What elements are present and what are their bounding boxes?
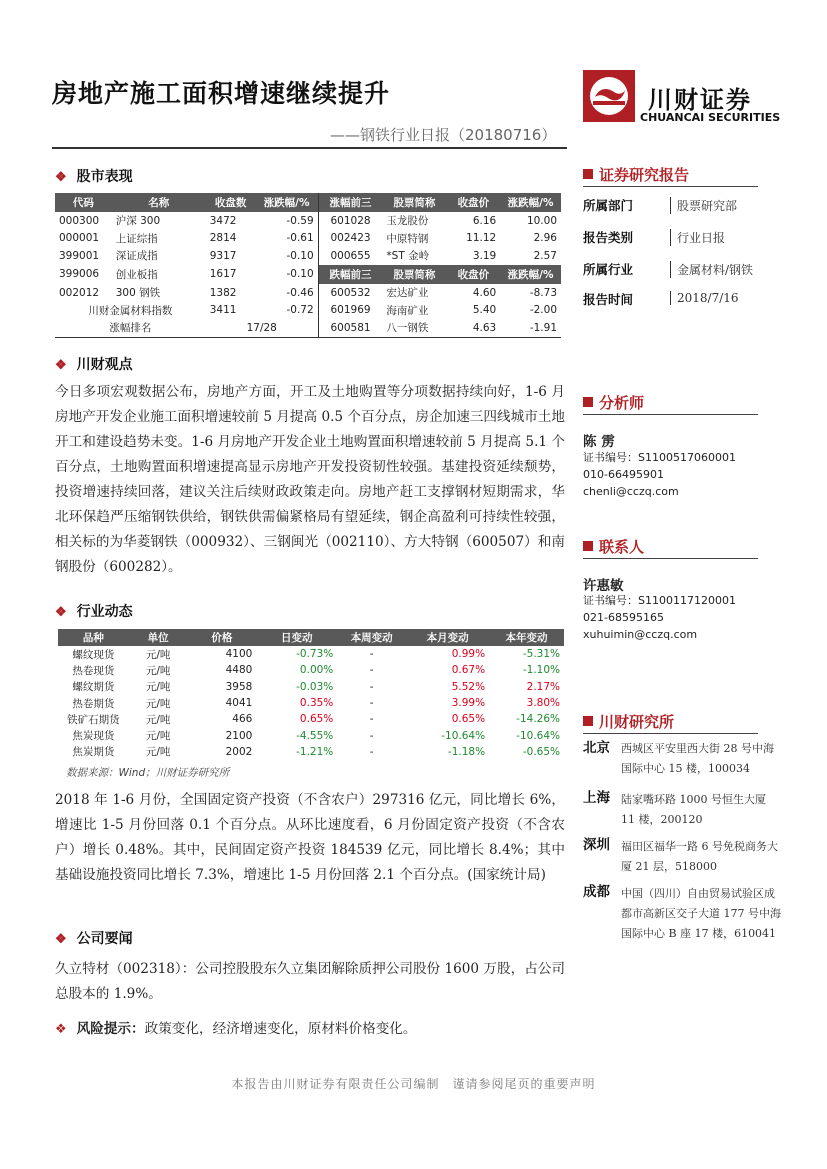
page-title: 房地产施工面积增速继续提升 — [52, 79, 391, 108]
col-header: 本周变动 — [337, 629, 406, 646]
cell: *ST 金岭 — [386, 250, 430, 263]
industry-paragraph: 2018 年 1-6 月份，全国固定资产投资（不含农户）297316 亿元，同比增长 6%，增速比 1-5 月份回落 0.1 个百分点。从环比速度看，6 月份固定资产投资（不含农户）增长 0.48%。其中，民间固定资产投资 184539 亿元，同比增长 8.4%；其中基础设施投资同比增长 7.3%，增速比 1-5 月份回落 2.1 个百分点。(国家统计局) — [55, 792, 565, 883]
table-row — [55, 230, 561, 248]
company-logo — [583, 70, 635, 122]
contact-email[interactable]: xuhuimin@cczq.com — [583, 628, 698, 641]
cell: 螺纹期货 — [72, 681, 115, 694]
col-header: 涨跌幅/% — [256, 193, 319, 212]
cell: 600581 — [318, 319, 382, 337]
table-row — [55, 212, 561, 230]
table-row — [55, 284, 561, 302]
table-row — [58, 679, 564, 695]
divider — [583, 733, 758, 734]
cell: 0.67% — [451, 664, 486, 677]
col-header: 名称 — [112, 193, 206, 212]
cell: 1617 — [209, 268, 237, 281]
cell: 601969 — [330, 304, 371, 317]
table-row — [55, 301, 561, 319]
cell: 3.19 — [472, 249, 497, 262]
info-label: 所属行业 — [583, 262, 634, 277]
cell: -2.00 — [529, 304, 557, 317]
cell: 3.99% — [451, 697, 486, 710]
cell: -0.10 — [256, 247, 319, 265]
info-value: 股票研究部 — [670, 197, 737, 214]
cell: 元/吨 — [145, 713, 171, 726]
table-row — [58, 662, 564, 678]
cell: 深证成指 — [115, 250, 158, 263]
section-heading: 股市表现 — [76, 169, 133, 185]
cell: 元/吨 — [145, 697, 171, 710]
rank-label: 涨幅排名 — [55, 319, 206, 337]
col-header: 价格 — [188, 629, 257, 646]
market-table — [55, 193, 561, 338]
office-city: 成都 — [583, 884, 610, 900]
industry-table-body — [58, 646, 564, 760]
office-address: 陆家嘴环路 1000 号恒生大厦 11 楼，200120 — [621, 793, 766, 826]
table-row — [55, 247, 561, 265]
cell: -0.73% — [296, 648, 334, 661]
cell: -1.21% — [296, 745, 334, 758]
col-header: 单位 — [129, 629, 188, 646]
cell: 600532 — [330, 286, 371, 299]
cell: -4.55% — [296, 729, 334, 742]
office-address: 福田区福华一路 6 号免税商务大厦 21 层，518000 — [621, 840, 778, 873]
col-header: 本年变动 — [489, 629, 564, 646]
cell: -8.73 — [529, 286, 557, 299]
section-company — [55, 928, 133, 948]
col-header: 本月变动 — [406, 629, 489, 646]
cell: -10.64% — [441, 729, 486, 742]
cell: 2814 — [209, 232, 237, 245]
cell: 上证综指 — [115, 232, 158, 245]
cell: 海南矿业 — [386, 304, 429, 317]
office-city: 北京 — [583, 740, 610, 756]
contact-cert: 证书编号：S1100117120001 — [583, 594, 736, 607]
cell: 5.40 — [472, 304, 497, 317]
cell: -0.10 — [256, 265, 319, 284]
diamond-icon: ❖ — [55, 358, 67, 373]
col-header: 收盘价 — [446, 193, 500, 212]
col-header: 收盘价 — [446, 265, 500, 284]
section-view — [55, 354, 133, 374]
col-header: 收盘数 — [206, 193, 256, 212]
analyst-cert: 证书编号：S1100517060001 — [583, 451, 736, 464]
square-icon — [583, 169, 593, 179]
cell: 3411 — [209, 304, 237, 317]
table-row — [58, 727, 564, 743]
sidebar-contact-heading — [583, 536, 644, 557]
divider — [583, 558, 758, 559]
cell: 4041 — [225, 697, 253, 710]
col-header: 日变动 — [256, 629, 337, 646]
table-header-row — [55, 193, 561, 212]
cell: 10.00 — [526, 214, 557, 227]
col-header: 代码 — [55, 193, 112, 212]
cell: 002012 — [59, 286, 100, 299]
diamond-icon: ❖ — [55, 932, 67, 947]
sidebar-institute-heading — [583, 711, 674, 732]
risk-line — [55, 1017, 417, 1037]
col-header: 股票简称 — [382, 193, 446, 212]
cell: 创业板指 — [115, 268, 158, 281]
square-icon — [583, 397, 593, 407]
cell: 焦炭期货 — [72, 746, 115, 759]
company-paragraph: 久立特材（002318）：公司控股股东久立集团解除质押公司股份 1600 万股，占公司总股本的 1.9%。 — [55, 961, 565, 1002]
industry-table — [58, 629, 564, 760]
cell: 元/吨 — [145, 664, 171, 677]
cell: 11.12 — [466, 232, 497, 245]
cell: -0.46 — [256, 284, 319, 302]
col-header: 跌幅前三 — [318, 265, 382, 284]
col-header: 涨跌幅/% — [500, 265, 561, 284]
cell: -0.65% — [522, 745, 560, 758]
cell: 热卷期货 — [72, 697, 115, 710]
table-header-row — [58, 629, 564, 646]
cell: 3472 — [209, 214, 237, 227]
cell: 601028 — [330, 214, 371, 227]
cell: - — [369, 697, 374, 710]
table-row — [58, 695, 564, 711]
cell: 元/吨 — [145, 730, 171, 743]
diamond-icon: ❖ — [55, 1022, 67, 1037]
cell: -0.72 — [256, 301, 319, 319]
cell: 2.96 — [533, 232, 557, 245]
cell: 八一钢铁 — [382, 319, 446, 337]
diamond-icon: ❖ — [55, 170, 67, 185]
cell: 2.17% — [526, 680, 560, 693]
heading-text: 分析师 — [599, 394, 645, 412]
col-header: 涨幅前三 — [318, 193, 382, 212]
cell: 0.65% — [299, 713, 334, 726]
cell: - — [369, 729, 374, 742]
cell: 399006 — [59, 268, 100, 281]
sidebar-report-heading — [583, 164, 689, 185]
office-address: 中国（四川）自由贸易试验区成都市高新区交子大道 177 号中海国际中心 B 座 17 楼，610041 — [621, 887, 781, 940]
col-header: 涨跌幅/% — [500, 193, 561, 212]
page-subtitle: ——钢铁行业日报（20180716） — [330, 126, 557, 144]
info-value: 行业日报 — [670, 229, 725, 246]
info-value: 2018/7/16 — [670, 291, 739, 305]
cell: 000655 — [330, 249, 371, 262]
cell: 0.35% — [299, 697, 334, 710]
cell: 元/吨 — [145, 681, 171, 694]
cell: 0.00% — [299, 664, 334, 677]
office-city: 深圳 — [583, 837, 610, 853]
cell: 4.63 — [446, 319, 500, 337]
cell: 热卷现货 — [72, 664, 115, 677]
cell: - — [369, 648, 374, 661]
square-icon — [583, 716, 593, 726]
header-rule — [52, 147, 567, 149]
divider — [583, 186, 758, 187]
cell: 0.99% — [451, 648, 486, 661]
cell: 6.16 — [472, 214, 497, 227]
table-row — [55, 319, 561, 337]
cell: 000300 — [59, 214, 100, 227]
logo-icon — [583, 70, 635, 122]
cell: 4480 — [225, 664, 253, 677]
analyst-email[interactable]: chenli@cczq.com — [583, 485, 679, 498]
cell: 2002 — [225, 745, 253, 758]
cell: 3.80% — [526, 697, 560, 710]
risk-text: 政策变化，经济增速变化，原材料价格变化。 — [144, 1021, 417, 1037]
cell: 沪深 300 — [115, 215, 161, 228]
cell: 9317 — [209, 249, 237, 262]
cell: -10.64% — [516, 729, 560, 742]
heading-text: 证券研究报告 — [599, 166, 690, 184]
heading-text: 川财研究所 — [599, 713, 675, 731]
cell: 2100 — [225, 729, 253, 742]
heading-text: 联系人 — [599, 538, 645, 556]
data-source: 数据来源：Wind；川财证券研究所 — [66, 767, 230, 779]
cell: -0.03% — [296, 680, 334, 693]
analyst-phone: 010-66495901 — [583, 468, 664, 481]
sidebar-analyst-heading — [583, 392, 644, 413]
info-label: 报告时间 — [583, 292, 634, 307]
table-row — [55, 265, 561, 284]
risk-label: 风险提示： — [76, 1021, 145, 1037]
brand-name: 川财证券 — [648, 86, 752, 114]
square-icon — [583, 541, 593, 551]
table-row — [58, 744, 564, 760]
contact-phone: 021-68595165 — [583, 611, 664, 624]
office-address: 西城区平安里西大街 28 号中海国际中心 15 楼，100034 — [621, 742, 774, 775]
cell: 元/吨 — [145, 746, 171, 759]
cell: 宏达矿业 — [386, 287, 429, 300]
rank-value: 17/28 — [206, 319, 318, 337]
table-row — [58, 711, 564, 727]
cell: - — [369, 664, 374, 677]
cell: -0.61 — [256, 230, 319, 248]
section-heading: 行业动态 — [76, 604, 133, 620]
col-header: 品种 — [58, 629, 129, 646]
cell: 2.57 — [533, 249, 557, 262]
cell: - — [369, 680, 374, 693]
cell: 399001 — [59, 249, 100, 262]
cell: -5.31% — [522, 648, 560, 661]
cell: 焦炭现货 — [72, 730, 115, 743]
cell: -1.10% — [522, 664, 560, 677]
divider — [583, 414, 758, 415]
page-footer: 本报告由川财证券有限责任公司编制 谨请参阅尾页的重要声明 — [231, 1077, 596, 1091]
cell: -14.26% — [516, 713, 560, 726]
info-label: 所属部门 — [583, 198, 634, 213]
cell: 川财金属材料指数 — [88, 304, 173, 317]
cell: 002423 — [330, 232, 371, 245]
cell: -1.91 — [500, 319, 561, 337]
cell: 3958 — [225, 680, 253, 693]
cell: 5.52% — [451, 680, 486, 693]
cell: 4.60 — [472, 286, 497, 299]
diamond-icon: ❖ — [55, 605, 67, 620]
cell: -1.18% — [447, 745, 486, 758]
cell: 300 钢铁 — [115, 287, 161, 300]
section-market — [55, 166, 133, 186]
section-heading: 川财观点 — [76, 357, 133, 373]
cell: 466 — [232, 713, 253, 726]
cell: 元/吨 — [145, 648, 171, 661]
cell: 0.65% — [451, 713, 486, 726]
analyst-name: 陈 雳 — [583, 434, 615, 450]
cell: 1382 — [209, 286, 237, 299]
cell: 000001 — [59, 232, 100, 245]
info-value: 金属材料/钢铁 — [670, 261, 753, 278]
cell: 中原特钢 — [386, 232, 429, 245]
cell: 铁矿石期货 — [67, 713, 120, 726]
cell: 4100 — [225, 648, 253, 661]
cell: - — [369, 745, 374, 758]
col-header: 股票简称 — [382, 265, 446, 284]
cell: 螺纹现货 — [72, 648, 115, 661]
view-paragraph: 今日多项宏观数据公布，房地产方面，开工及土地购置等分项数据持续向好，1-6 月房地产开发企业施工面积增速较前 5 月提高 0.5 个百分点，房企加速三四线城市土地开工和建设趋势未变。1-6 月房地产开发企业土地购置面积增速较前 5 月提高 5.1 个百分点，土地购置面积增速提高显示房地产开发投资韧性较强。基建投资延续颓势，投资增速持续回落，建议关注后续财政政策走向。房地产赶工支撑钢材短期需求，华北环保趋严压缩钢铁供给，钢铁供需偏紧格局有望延续，钢企高盈利可持续性较强，相关标的为华菱钢铁（000932）、三钢闽光（002110）、方大特钢（600507）和南钢股份（600282）。 — [55, 384, 565, 575]
office-city: 上海 — [583, 790, 610, 806]
contact-name: 许惠敏 — [583, 578, 624, 594]
cell: - — [369, 713, 374, 726]
section-heading: 公司要闻 — [76, 931, 133, 947]
cell: 玉龙股份 — [386, 215, 429, 228]
table-row — [58, 646, 564, 662]
section-industry — [55, 601, 133, 621]
info-label: 报告类别 — [583, 230, 634, 245]
brand-name-en: CHUANCAI SECURITIES — [640, 111, 781, 124]
cell: -0.59 — [256, 212, 319, 230]
